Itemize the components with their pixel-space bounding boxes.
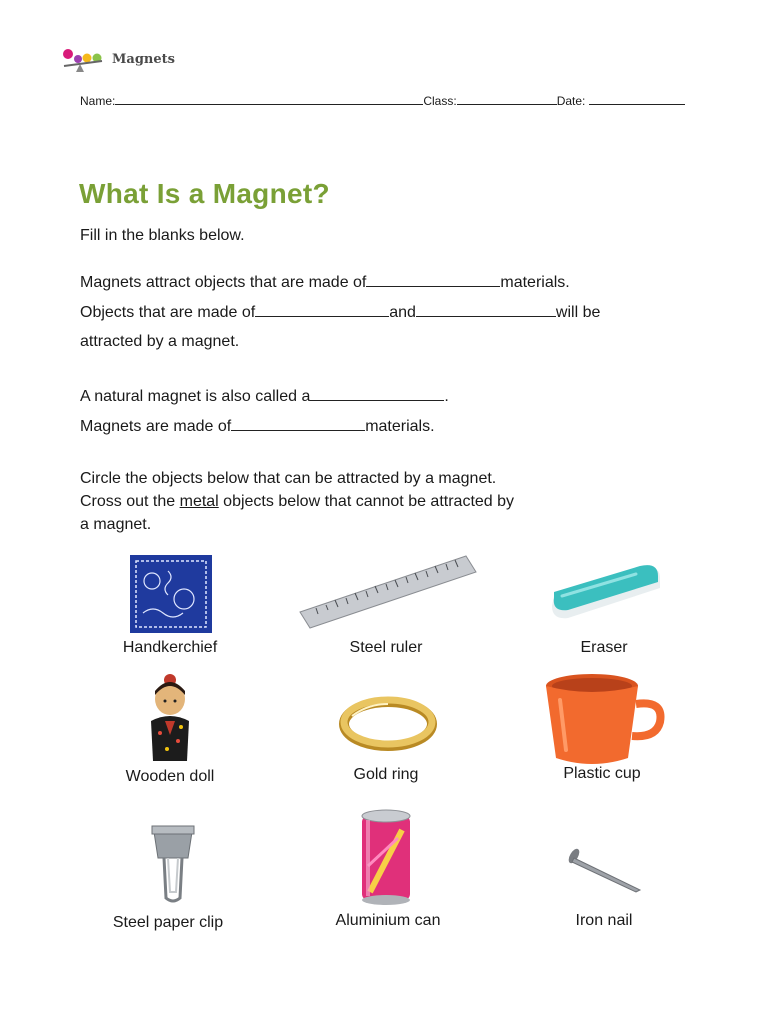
ruler-icon[interactable] (298, 550, 478, 634)
item-label: Wooden doll (125, 768, 215, 785)
can-icon[interactable] (358, 806, 414, 906)
blank-field[interactable] (416, 302, 556, 317)
binder-clip-icon[interactable] (148, 822, 198, 904)
date-field[interactable] (589, 92, 685, 105)
circle-instruction-3: a magnet. (80, 516, 152, 533)
metal-word: metal (179, 493, 219, 510)
sentence-text: and (389, 304, 416, 321)
logo-text: Magnets (112, 52, 175, 67)
circle-instruction-2 (80, 493, 514, 511)
cup-icon[interactable] (542, 670, 666, 772)
sentence-text: materials. (365, 418, 435, 435)
sentence-text: . (444, 388, 449, 405)
item-label: Steel paper clip (112, 914, 224, 931)
sentence-text: materials. (500, 274, 570, 291)
item-label: Handkerchief (122, 639, 218, 656)
name-label: Name: (80, 94, 116, 108)
blank-field[interactable] (231, 416, 365, 431)
page-title: What Is a Magnet? (79, 178, 330, 209)
sentence-text: Magnets attract objects that are made of (80, 274, 367, 291)
doll-icon[interactable] (145, 671, 195, 763)
sentence-text: will be (555, 304, 601, 321)
class-label: Class: (423, 94, 457, 108)
item-label: Plastic cup (563, 765, 641, 782)
sentence-4 (80, 386, 449, 406)
sentence-text: Magnets are made of (80, 418, 232, 435)
blank-field[interactable] (366, 272, 500, 287)
sentence-text: Objects that are made of (80, 304, 256, 321)
handkerchief-icon[interactable] (128, 553, 214, 635)
blank-field[interactable] (310, 386, 444, 401)
circle-instruction-1: Circle the objects below that can be attracted by a magnet. (80, 470, 497, 487)
sentence-3: attracted by a magnet. (80, 333, 240, 350)
item-label: Steel ruler (349, 639, 423, 656)
date-label: Date: (556, 94, 586, 108)
blank-field[interactable] (255, 302, 389, 317)
class-field[interactable] (457, 92, 557, 105)
eraser-icon[interactable] (548, 562, 664, 626)
sentence-5 (80, 416, 435, 436)
sentence-1 (80, 272, 570, 292)
item-label: Eraser (580, 639, 628, 656)
sentence-text: A natural magnet is also called a (80, 388, 311, 405)
ring-icon[interactable] (338, 692, 438, 752)
item-label: Gold ring (353, 766, 419, 783)
nail-icon[interactable] (564, 848, 644, 896)
instruction-text: objects below that cannot be attracted by (218, 493, 515, 510)
fill-instructions: Fill in the blanks below. (80, 227, 245, 244)
item-label: Aluminium can (335, 912, 441, 929)
sentence-2 (80, 302, 600, 322)
instruction-text: Cross out the (80, 493, 180, 510)
student-info-line (80, 92, 710, 108)
name-field[interactable] (115, 92, 423, 105)
item-label: Iron nail (575, 912, 633, 929)
